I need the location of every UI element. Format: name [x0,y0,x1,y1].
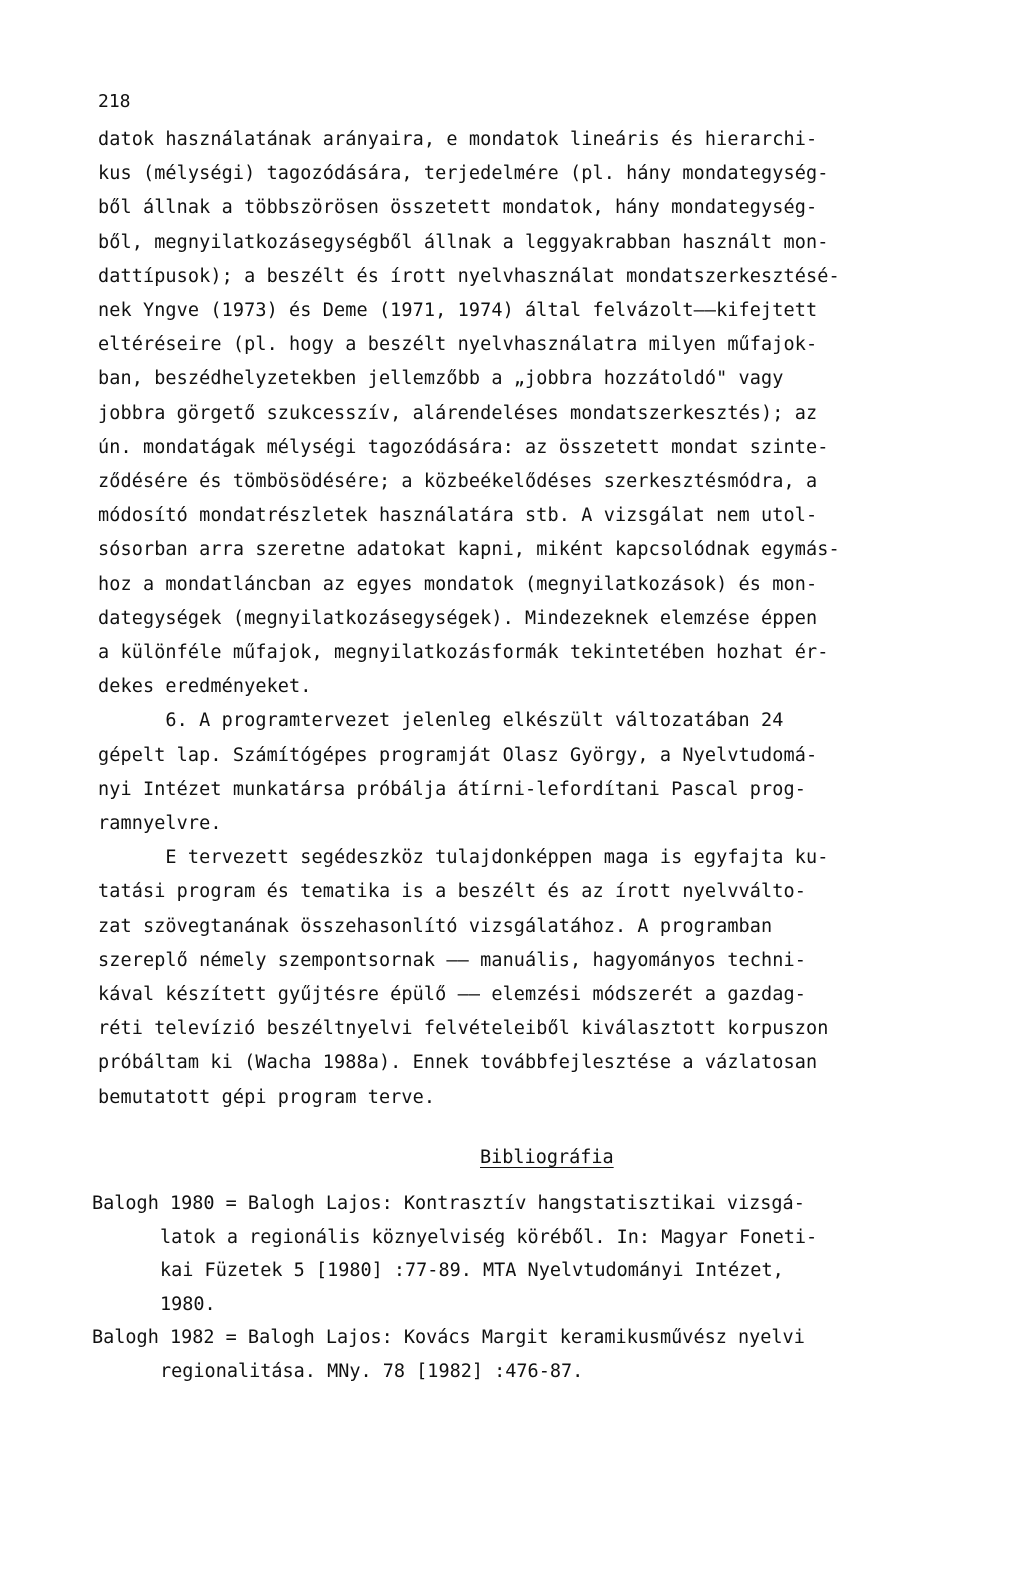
body-text-line: gépelt lap. Számítógépes programját Olasz György, a Nyelvtudomá- [98,744,818,766]
body-text-line: ből, megnyilatkozásegységből állnak a leggyakrabban használt mon- [98,231,829,253]
body-text-line: tatási program és tematika is a beszélt és az írott nyelvválto- [98,881,806,903]
body-text-line: réti televízió beszéltnyelvi felvételeiből kiválasztott korpuszon [98,1018,829,1040]
body-text-line: szereplő némely szempontsornak —— manuális, hagyományos techni- [98,949,806,971]
body-text-line: próbáltam ki (Wacha 1988a). Ennek továbbfejlesztése a vázlatosan [98,1052,818,1074]
page-number: 218 [98,91,131,112]
body-text-line: nek Yngve (1973) és Deme (1971, 1974) által felvázolt——kifejtett [98,300,818,321]
bibliography-entry-line: Balogh 1980 = Balogh Lajos: Kontrasztív hangstatisztikai vizsgá- [92,1193,805,1214]
body-text-line: jobbra görgető szukcesszív, alárendeléses mondatszerkesztés); az [98,402,818,424]
body-text-line: eltéréseire (pl. hogy a beszélt nyelvhasználatra milyen műfajok- [98,334,818,356]
bibliography-entry-line: kai Füzetek 5 [1980] :77-89. MTA Nyelvtudományi Intézet, [160,1260,784,1281]
body-text-line: módosító mondatrészletek használatára stb. A vizsgálat nem utol- [98,505,818,527]
body-text-line: 6. A programtervezet jelenleg elkészült változatában 24 [98,710,784,732]
body-text-line: nyi Intézet munkatársa próbálja átírni-lefordítani Pascal prog- [98,778,806,800]
body-text-line: dekes eredményeket. [98,676,312,698]
body-text-line: ből állnak a többszörösen összetett mondatok, hány mondategység- [98,197,818,219]
body-text-line: ződésére és tömbösödésére; a közbeékelődéses szerkesztésmódra, a [98,471,818,492]
body-text-line: dattípusok); a beszélt és írott nyelvhasználat mondatszerkesztésé- [98,265,840,287]
body-text-line: sósorban arra szeretne adatokat kapni, miként kapcsolódnak egymás- [98,539,840,561]
bibliography-entry-line: latok a regionális köznyelviség köréből. In: Magyar Foneti- [160,1226,818,1248]
body-text-line: ramnyelvre. [98,813,222,834]
body-text-line: ban, beszédhelyzetekben jellemzőbb a „jobbra hozzátoldó" vagy [98,368,784,390]
body-text-line: E tervezett segédeszköz tulajdonképpen maga is egyfajta ku- [98,847,829,869]
body-text-line: datok használatának arányaira, e mondatok lineáris és hierarchi- [98,129,818,150]
body-text-line: hoz a mondatláncban az egyes mondatok (megnyilatkozások) és mon- [98,573,818,595]
bibliography-entry-line: regionalitása. MNy. 78 [1982] :476-87. [160,1360,584,1382]
bibliography-entry-line: 1980. [160,1293,216,1315]
bibliography-entry-line: Balogh 1982 = Balogh Lajos: Kovács Margit keramikusművész nyelvi [92,1327,805,1348]
bibliography-heading: Bibliográfia [480,1147,614,1168]
body-text-line: zat szövegtanának összehasonlító vizsgálatához. A programban [98,915,773,937]
body-text-line: a különféle műfajok, megnyilatkozásformák tekintetében hozhat ér- [98,642,829,663]
body-text-line: bemutatott gépi program terve. [98,1086,436,1108]
body-text-line: ún. mondatágak mélységi tagozódására: az összetett mondat szinte- [98,436,829,458]
body-text-line: dategységek (megnyilatkozásegységek). Mindezeknek elemzése éppen [98,607,818,629]
body-text-line: kus (mélységi) tagozódására, terjedelmére (pl. hány mondategység- [98,163,829,185]
body-text-line: kával készített gyűjtésre épülő —— elemzési módszerét a gazdag- [98,984,806,1005]
